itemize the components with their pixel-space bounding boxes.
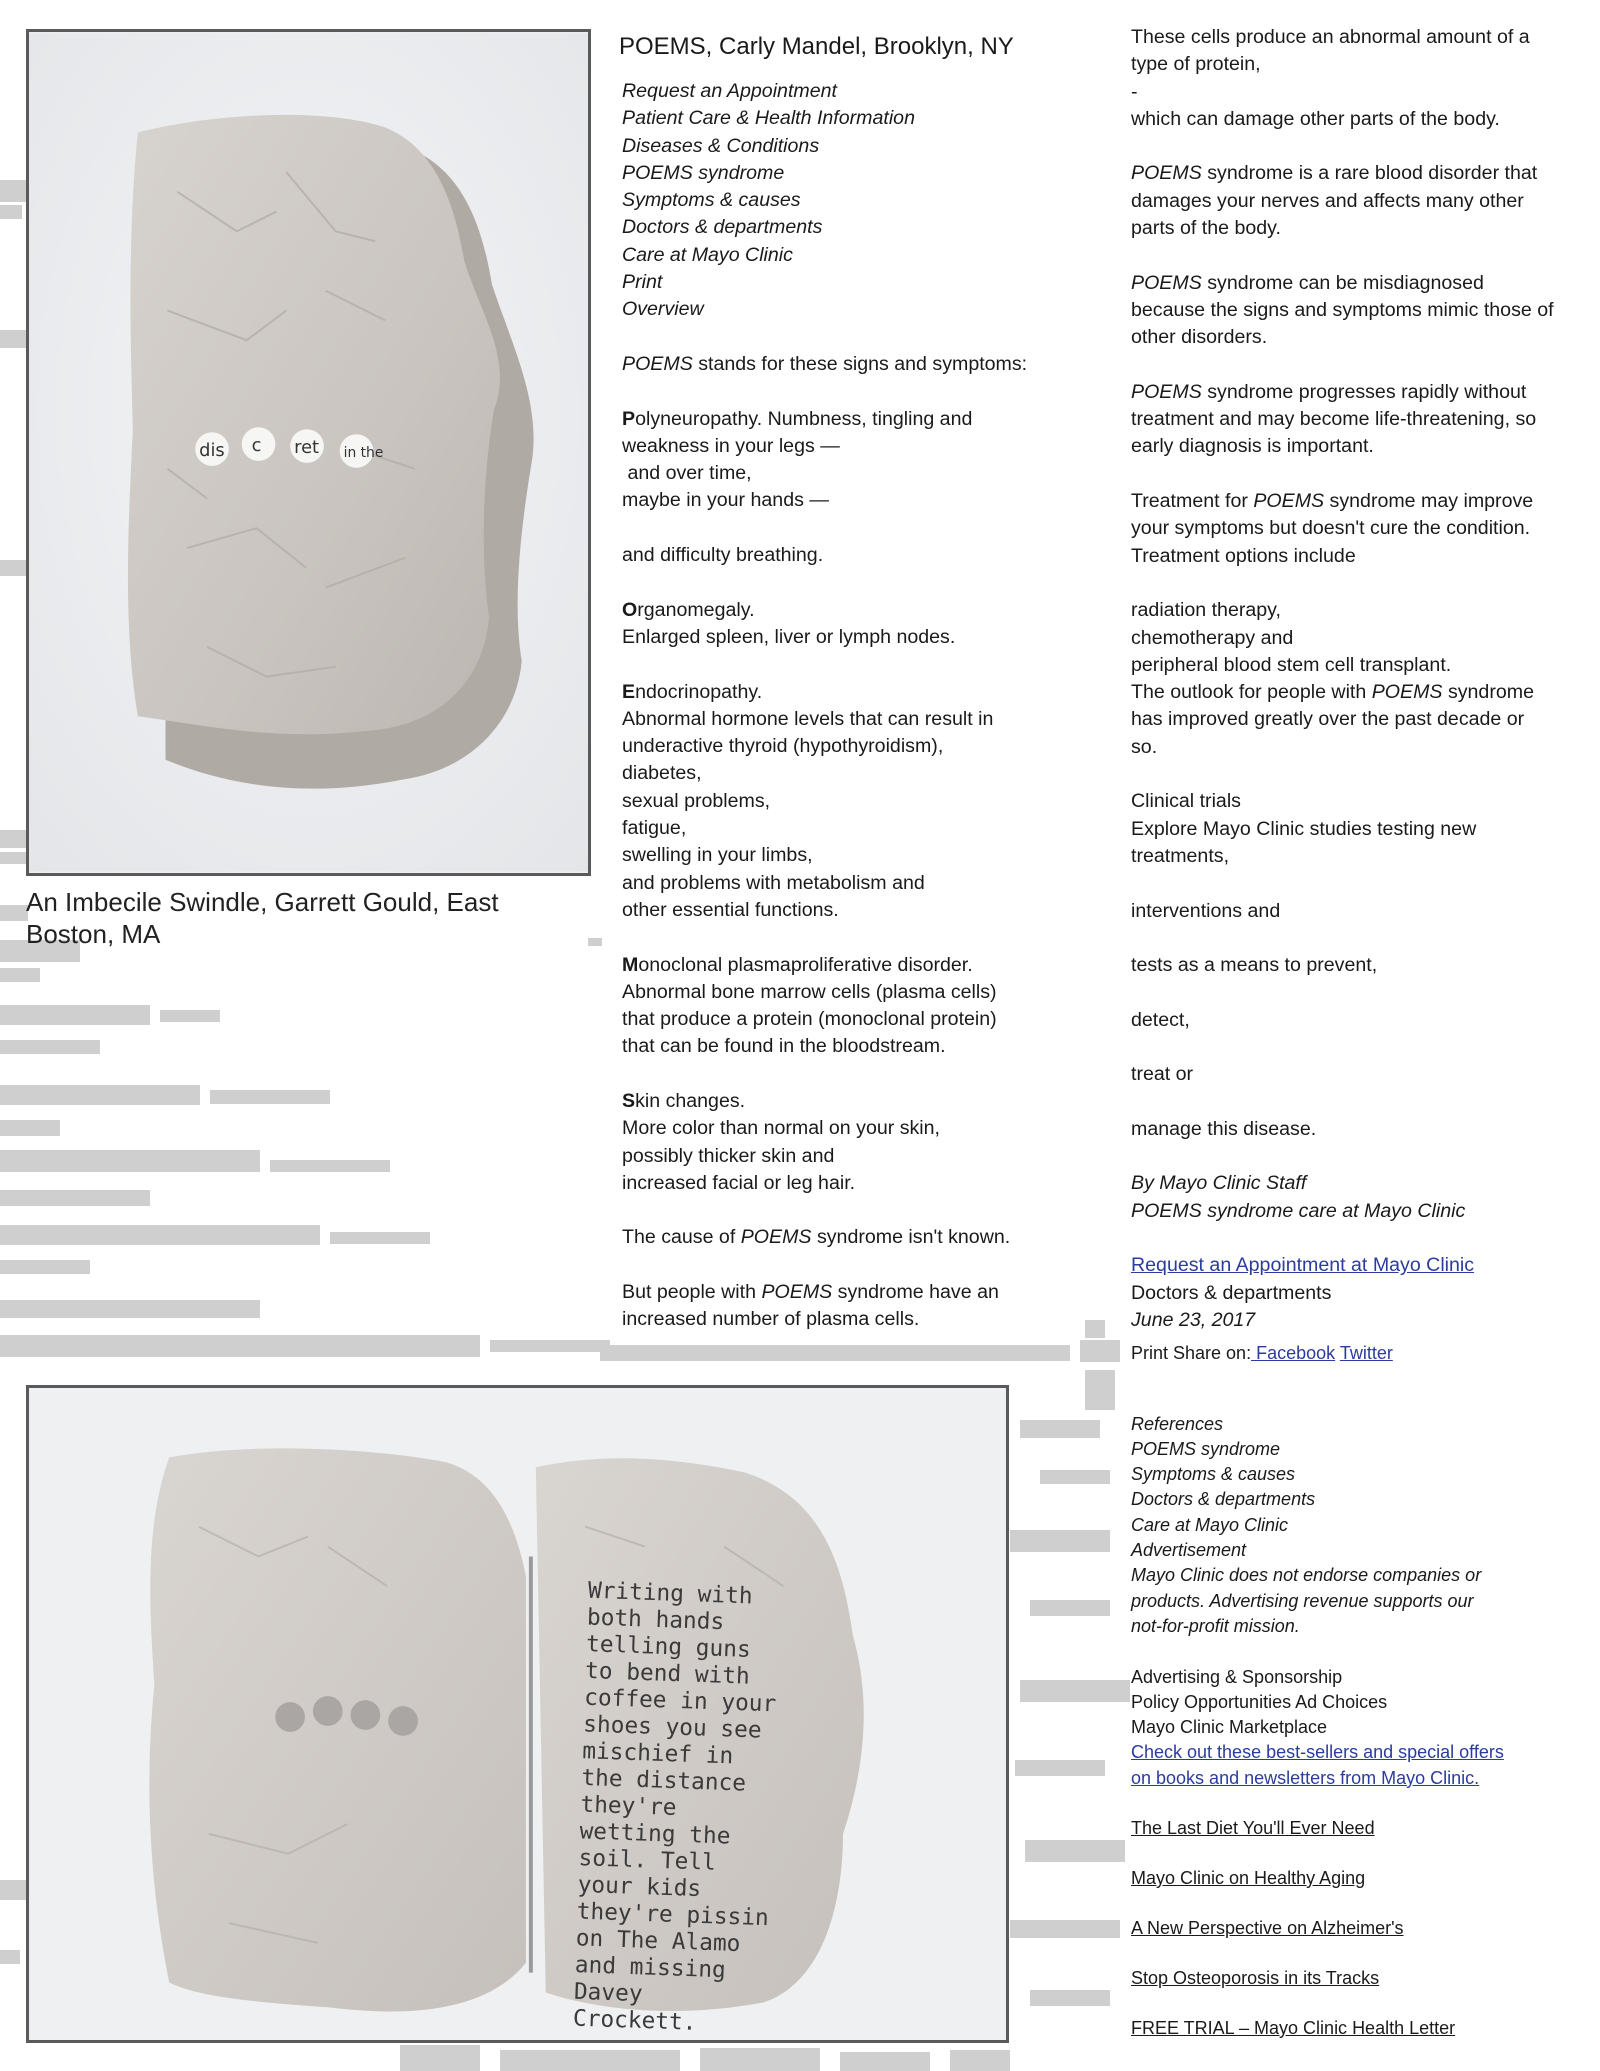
book-link[interactable]: Stop Osteoporosis in its Tracks xyxy=(1131,1968,1380,1988)
but-line: increased number of plasma cells. xyxy=(622,1308,920,1331)
m-line: that produce a protein (monoclonal protein) xyxy=(622,1008,997,1031)
care-line: POEMS syndrome care at Mayo Clinic xyxy=(1131,1199,1466,1222)
adv-item[interactable]: Policy Opportunities Ad Choices xyxy=(1131,1691,1388,1712)
text-line: manage this disease. xyxy=(1131,1117,1317,1140)
s-line: More color than normal on your skin, xyxy=(622,1117,940,1140)
adv-item[interactable]: Advertising & Sponsorship xyxy=(1131,1666,1343,1687)
poem-middle-column xyxy=(622,78,1082,1334)
hole-text-3: ret xyxy=(294,436,320,458)
p-line: weakness in your legs — xyxy=(622,434,840,457)
text-line: radiation therapy, xyxy=(1131,599,1281,622)
p-line: and difficulty breathing. xyxy=(622,544,824,567)
text-line: tests as a means to prevent, xyxy=(1131,954,1378,977)
text-line: POEMS syndrome can be misdiagnosed xyxy=(1131,271,1484,294)
e-line: Abnormal hormone levels that can result in xyxy=(622,707,994,730)
text-line: Explore Mayo Clinic studies testing new xyxy=(1131,817,1477,840)
nav-item[interactable]: Doctors & departments xyxy=(622,216,823,239)
e-line: underactive thyroid (hypothyroidism), xyxy=(622,735,944,758)
text-line: parts of the body. xyxy=(1131,217,1281,240)
ref-item[interactable]: POEMS syndrome xyxy=(1131,1438,1281,1459)
s-line: Skin changes. xyxy=(622,1089,746,1112)
e-line: and problems with metabolism and xyxy=(622,871,925,894)
o-line: Enlarged spleen, liver or lymph nodes. xyxy=(622,625,956,648)
m-line: Monoclonal plasmaproliferative disorder. xyxy=(622,953,973,976)
book-link[interactable]: FREE TRIAL – Mayo Clinic Health Letter xyxy=(1131,2018,1456,2038)
text-line: POEMS syndrome progresses rapidly without xyxy=(1131,380,1527,403)
clay-book-closed xyxy=(29,32,588,873)
book-link[interactable]: A New Perspective on Alzheimer's xyxy=(1131,1918,1404,1938)
e-line: sexual problems, xyxy=(622,789,771,812)
p-line: Polyneuropathy. Numbness, tingling and xyxy=(622,407,973,430)
s-line: possibly thicker skin and xyxy=(622,1144,835,1167)
text-line: The outlook for people with POEMS syndrome xyxy=(1131,681,1534,704)
artwork-photo-open-book xyxy=(26,1385,1009,2043)
text-line: Treatment for POEMS syndrome may improve xyxy=(1131,490,1534,513)
m-line: that can be found in the bloodstream. xyxy=(622,1035,946,1058)
hole-text-4: in the xyxy=(343,444,384,461)
p-line: maybe in your hands — xyxy=(622,489,829,512)
nav-item[interactable]: Print xyxy=(622,271,663,294)
artwork-photo-imbecile-swindle xyxy=(26,29,591,876)
e-line: Endocrinopathy. xyxy=(622,680,763,703)
but-line: But people with POEMS syndrome have an xyxy=(622,1281,999,1304)
s-line: increased facial or leg hair. xyxy=(622,1171,856,1194)
e-line: other essential functions. xyxy=(622,898,839,921)
share-row: Print Share on: Facebook Twitter xyxy=(1131,1343,1393,1364)
poem-title: POEMS, Carly Mandel, Brooklyn, NY xyxy=(619,33,1014,60)
ref-item[interactable]: Care at Mayo Clinic xyxy=(1131,1514,1289,1535)
text-line: detect, xyxy=(1131,1008,1190,1031)
intro-line: POEMS stands for these signs and symptoms: xyxy=(622,352,1028,375)
book-link[interactable]: The Last Diet You'll Ever Need xyxy=(1131,1818,1375,1838)
nav-item[interactable]: Care at Mayo Clinic xyxy=(622,243,793,266)
nav-item[interactable]: POEMS syndrome xyxy=(622,161,785,184)
references-block xyxy=(1131,1386,1591,1791)
hole-text-2: c xyxy=(251,435,262,457)
text-line: which can damage other parts of the body. xyxy=(1131,107,1500,130)
book-links xyxy=(1131,1816,1591,2041)
text-line: treatments, xyxy=(1131,844,1230,867)
p-line: and over time, xyxy=(622,462,752,485)
e-line: fatigue, xyxy=(622,817,687,840)
adv-item[interactable]: Mayo Clinic Marketplace xyxy=(1131,1717,1328,1738)
text-line: peripheral blood stem cell transplant. xyxy=(1131,653,1452,676)
e-line: swelling in your limbs, xyxy=(622,844,813,867)
hole-text-1: dis xyxy=(199,439,225,461)
text-line: interventions and xyxy=(1131,899,1281,922)
nav-item[interactable]: Symptoms & causes xyxy=(622,189,801,212)
ref-item: Mayo Clinic does not endorse companies or xyxy=(1131,1565,1482,1586)
clay-book-open xyxy=(29,1388,1006,2040)
offers-link[interactable]: Check out these best-sellers and special offers xyxy=(1131,1742,1504,1763)
nav-item[interactable]: Request an Appointment xyxy=(622,80,837,102)
handwritten-text: Writing with both hands telling guns to bend with coffee in your shoes you see mischief in the distance they're wetting the soil. Tell your kids they're pissin on The Alamo and missing Davey Crockett. xyxy=(572,1577,777,2036)
text-line: - xyxy=(1131,80,1138,103)
doctors-line: Doctors & departments xyxy=(1131,1281,1332,1304)
facebook-link[interactable]: Facebook xyxy=(1251,1343,1336,1364)
date: June 23, 2017 xyxy=(1131,1308,1256,1331)
nav-item[interactable]: Diseases & Conditions xyxy=(622,134,820,157)
text-line: POEMS syndrome is a rare blood disorder that xyxy=(1131,162,1538,185)
o-line: Organomegaly. xyxy=(622,598,755,621)
poem-right-column xyxy=(1131,24,1591,2066)
text-line: damages your nerves and affects many other xyxy=(1131,189,1524,212)
artwork-caption: An Imbecile Swindle, Garrett Gould, East Boston, MA xyxy=(26,887,499,949)
byline: By Mayo Clinic Staff xyxy=(1131,1172,1307,1195)
ref-item[interactable]: Doctors & departments xyxy=(1131,1489,1316,1510)
ref-item: Advertisement xyxy=(1131,1540,1247,1561)
text-line: type of protein, xyxy=(1131,53,1261,76)
text-line: your symptoms but doesn't cure the condition. xyxy=(1131,517,1531,540)
twitter-link[interactable]: Twitter xyxy=(1339,1343,1393,1364)
text-line: chemotherapy and xyxy=(1131,626,1294,649)
text-line: treatment and may become life-threatening, so xyxy=(1131,408,1537,431)
text-line: so. xyxy=(1131,735,1158,758)
request-appointment-link[interactable]: Request an Appointment at Mayo Clinic xyxy=(1131,1254,1475,1277)
m-line: Abnormal bone marrow cells (plasma cells) xyxy=(622,980,997,1003)
text-line: These cells produce an abnormal amount of a xyxy=(1131,26,1530,48)
book-link[interactable]: Mayo Clinic on Healthy Aging xyxy=(1131,1868,1366,1888)
ref-item: not-for-profit mission. xyxy=(1131,1615,1300,1636)
text-line: early diagnosis is important. xyxy=(1131,435,1374,458)
ref-item[interactable]: Symptoms & causes xyxy=(1131,1464,1296,1485)
e-line: diabetes, xyxy=(622,762,702,785)
text-line: has improved greatly over the past decade or xyxy=(1131,708,1525,731)
ref-item: References xyxy=(1131,1413,1224,1434)
text-line: Clinical trials xyxy=(1131,790,1241,813)
nav-list xyxy=(622,78,1082,324)
nav-item[interactable]: Patient Care & Health Information xyxy=(622,107,915,130)
ref-item: products. Advertising revenue supports our xyxy=(1131,1590,1474,1611)
text-line: because the signs and symptoms mimic those of xyxy=(1131,298,1554,321)
text-line: Treatment options include xyxy=(1131,544,1356,567)
cause-line: The cause of POEMS syndrome isn't known. xyxy=(622,1226,1011,1249)
nav-item[interactable]: Overview xyxy=(622,298,704,321)
text-line: other disorders. xyxy=(1131,326,1268,349)
offers-link[interactable]: on books and newsletters from Mayo Clinic. xyxy=(1131,1767,1480,1788)
text-line: treat or xyxy=(1131,1063,1194,1086)
